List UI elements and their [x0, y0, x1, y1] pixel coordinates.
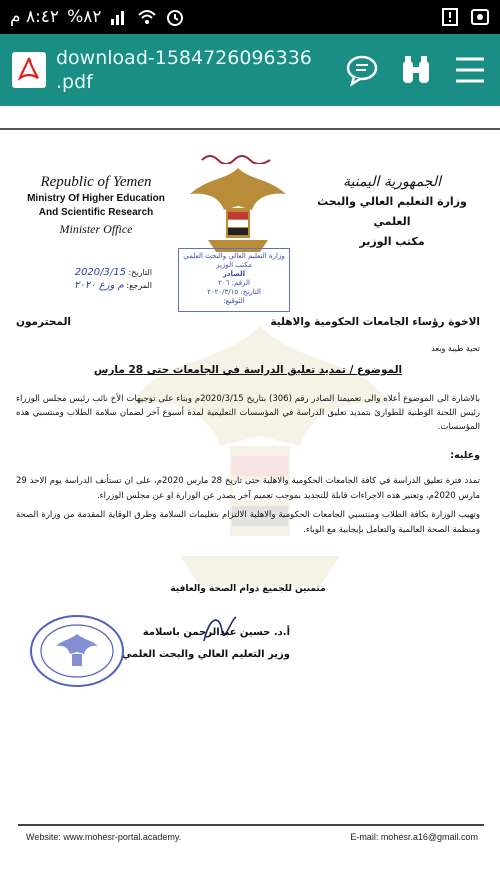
alarm-icon	[165, 7, 185, 27]
file-name-title: download-1584726096336 .pdf	[56, 47, 312, 93]
menu-icon	[454, 55, 486, 85]
registry-stamp	[178, 248, 290, 312]
letterhead-english	[16, 172, 176, 238]
ar-country: الجمهورية اليمنية	[342, 174, 441, 190]
date-value: 2020/3/15	[74, 267, 126, 278]
signal-icon	[109, 7, 129, 27]
stamp-line4: الرقم: ٢٠٦	[218, 279, 250, 287]
official-seal	[28, 612, 126, 690]
closing-wishes: متمنين للجميع دوام الصحة والعافية	[170, 584, 326, 594]
comment-button[interactable]	[342, 50, 382, 90]
paragraph-2	[16, 474, 480, 538]
paragraph-1: بالاشارة الى الموضوع أعلاه والى تعميمنا الصادر رقم (306) بتاريخ 2020/3/15م وبناء على توجيهات الأخ نائب رئيس مجلس الوزراء رئيس اللجنة الوطنية للطوارئ بتمديد تعليق الدراسة في المؤسسات التعليمية لمدة أسبوع آخر لضمان سلامة الطلاب ومنتسبي هذه المؤسسات.	[16, 394, 480, 432]
status-right	[440, 7, 490, 27]
date-label: التاريخ:	[128, 268, 152, 277]
pdf-page[interactable]	[0, 106, 500, 889]
addressee-left: المحترمون	[16, 316, 72, 328]
status-time: ٨:٤٢ م	[10, 7, 60, 27]
status-bar	[0, 0, 500, 34]
notification-icon	[440, 7, 460, 27]
stamp-line3: الصادر	[222, 270, 246, 278]
stamp-line2: مكتب الوزير	[216, 261, 252, 269]
comment-icon	[345, 53, 379, 87]
stamp-line6: التوقيع:	[223, 297, 245, 305]
paragraph-2a: تمدد فترة تعليق الدراسة في كافة الجامعات الحكومية والاهلية حتى تاريخ 28 مارس 2020م، على ان تستأنف الدراسة يوم الاحد 29 مارس 2020م، وتعتبر هذه الاجراءات قابلة للتجديد بموجب تعميم آخر يصدر عن الوزارة او عن مجلس الوزراء.	[16, 476, 480, 501]
ref-value: م وزع ٢٠٢٠	[74, 280, 124, 291]
stamp-line1: وزارة التعليم العالي والبحث العلمي	[183, 252, 285, 260]
top-rule	[0, 128, 500, 130]
en-ministry-line1: Ministry Of Higher Education	[27, 193, 165, 204]
ar-ministry: وزارة التعليم العالي والبحث العلمي	[317, 195, 467, 228]
date-reference	[22, 266, 152, 292]
addressee-right: الاخوة رؤساء الجامعات الحكومية والاهلية	[270, 316, 480, 328]
footer-rule	[18, 824, 484, 826]
greeting: تحية طيبة وبعد	[431, 344, 480, 353]
and-label: وعليه:	[450, 450, 480, 461]
letterhead-arabic	[302, 172, 482, 252]
find-button[interactable]	[396, 50, 436, 90]
status-left	[10, 7, 185, 27]
signer-name: أ.د. حسين عبدالرحمن باسلامة	[142, 627, 290, 638]
binoculars-icon	[399, 53, 433, 87]
signer-title: وزير التعليم العالي والبحث العلمي	[121, 649, 290, 660]
en-office: Minister Office	[59, 222, 133, 236]
ref-label: المرجع:	[126, 281, 152, 290]
stamp-line5: التاريخ: ٢٠٢٠/٣/١٥	[207, 288, 261, 296]
subject-line: الموضوع / تمديد تعليق الدراسة في الجامعات حتى 28 مارس	[93, 364, 403, 376]
signature-block	[110, 622, 290, 666]
app-bar	[0, 34, 500, 106]
battery-percent: %٨٢	[67, 7, 102, 27]
photo-icon	[470, 7, 490, 27]
footer-website: Website: www.mohesr-portal.academy.	[26, 832, 182, 842]
menu-button[interactable]	[450, 50, 490, 90]
en-ministry-line2: And Scientific Research	[38, 207, 154, 218]
addressee	[16, 316, 480, 328]
watermark-emblem	[120, 286, 400, 606]
footer-email: E-mail: mohesr.a16@gmail.com	[350, 832, 478, 842]
en-country: Republic of Yemen	[40, 174, 152, 190]
paragraph-2b: وتهيب الوزارة بكافة الطلاب ومنتسبي الجامعات الحكومية والاهلية الالتزام بتعليمات السلامة وطرق الوقاية المقدمة من وزارة الصحة ومنظمة الصحة العالمية والتعامل بإيجابية مع الوباء.	[16, 510, 480, 535]
ar-office: مكتب الوزير	[359, 235, 425, 248]
yemen-eagle-emblem	[186, 160, 290, 256]
pdf-icon	[10, 50, 48, 90]
wifi-icon	[137, 7, 157, 27]
